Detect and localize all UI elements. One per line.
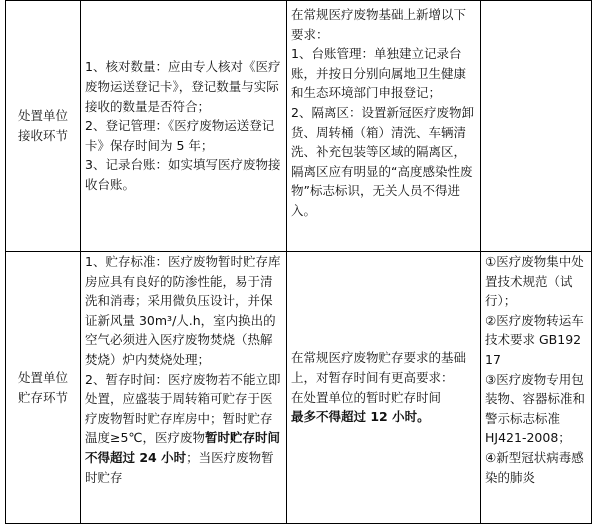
stage-label-storage: 处置单位 贮存环节 [6,252,81,524]
standards-receiving [481,1,592,252]
standards-storage: ①医疗废物集中处置技术规范（试行）； ②医疗废物转运车技术要求 GB19217 ③医疗废物专用包装物、容器标准和警示标志标准 HJ421-2008； ④新型冠状病毒感染的肺炎 [481,252,592,524]
basic-requirements-storage: 1、贮存标准：医疗废物暂时贮存库房应具有良好的防渗性能，易于清洗和消毒；采用微负压设计，并保证新风量 30m³/人.h，室内换出的空气必须进入医疗废物焚烧（热解焚烧）炉内焚烧处理； 2、暂存时间：医疗废物若不能立即处置，应盛装于周转箱可贮存于医疗废物暂时贮存库房中；暂时贮存温度≥5℃，医疗废物暂时贮存时间不得超过 24 小时；当医疗废物暂时贮存 [81,252,287,524]
table-row-receiving [6,1,592,252]
requirement-item: 2、登记管理：《医疗废物运送登记卡》保存时间为 5 年； [85,118,275,153]
basic-requirements-receiving [81,1,287,252]
requirement-item: 1、核对数量：应由专人核对《医疗废物运送登记卡》，登记数量与实际接收的数量是否符合； [85,59,281,114]
new-requirements-storage: 在常规医疗废物贮存要求的基础上，对暂存时间有更高要求： 在处置单位的暂时贮存时间 最多不得超过 12 小时。 [287,252,481,524]
regulation-table [5,0,592,524]
requirement-item: 1、台账管理：单独建立记录台账，并按日分别向属地卫生健康和生态环境部门申报登记； [291,46,467,101]
requirement-item: 3、记录台账：如实填写医疗废物接收台账。 [85,157,281,192]
new-requirements-receiving [287,1,481,252]
stage-label-receiving: 处置单位 接收环节 [6,1,81,252]
highlighted-text: 最多不得超过 12 小时。 [291,409,430,425]
requirement-item: 2、隔离区：设置新冠医疗废物卸货、周转桶（箱）清洗、车辆清洗、补充包装等区域的隔离区，隔离区应有明显的“高度感染性废物”标志标识，无关人员不得进入。 [291,104,474,218]
table-row-storage [6,252,592,524]
requirement-item: 在常规医疗废物基础上新增以下要求： [291,7,467,42]
highlighted-text: 暂时贮存时间不得超过 24 小时 [85,430,280,465]
